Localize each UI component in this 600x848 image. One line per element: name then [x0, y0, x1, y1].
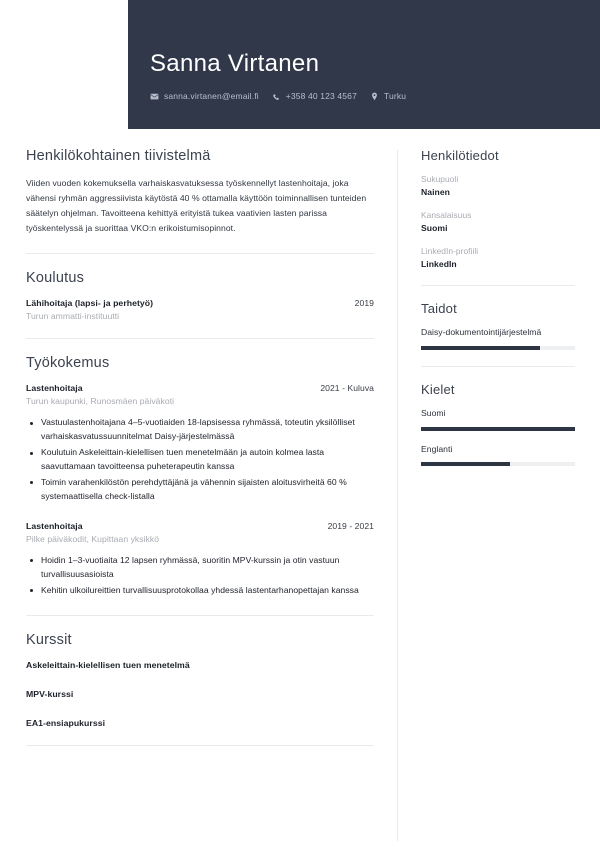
contact-location-text: Turku — [383, 91, 407, 101]
skill-item — [421, 326, 575, 349]
detail-linkedin — [421, 246, 575, 269]
spacer — [26, 506, 374, 521]
detail-label: Sukupuoli — [421, 173, 459, 184]
language-item — [421, 443, 575, 466]
detail-value: Suomi — [421, 222, 448, 233]
experience-employer: Pilke päiväkodit, Kupittaan yksikkö — [26, 533, 160, 544]
detail-value: Nainen — [421, 186, 450, 197]
education-date: 2019 — [354, 297, 374, 308]
entry-header — [26, 521, 374, 531]
section-languages — [421, 382, 575, 467]
list-item: Kehitin ulkoilureittien turvallisuusprotokollaa yhdessä lastentarhanopettajan kanssa — [41, 584, 374, 598]
section-personal-details — [421, 148, 575, 269]
summary-heading: Henkilökohtainen tiivistelmä — [26, 148, 211, 164]
list-item: Hoidin 1–3-vuotiaita 12 lapsen ryhmässä, suoritin MPV-kurssin ja otin vastuun turvallisuusasioista — [41, 554, 374, 582]
experience-date: 2021 - Kuluva — [320, 383, 374, 394]
skills-heading: Taidot — [421, 300, 457, 316]
language-label: Englanti — [421, 443, 453, 454]
envelope-icon — [150, 92, 159, 101]
section-summary — [26, 148, 374, 236]
experience-entry — [26, 383, 374, 504]
experience-title: Lastenhoitaja — [26, 383, 83, 394]
detail-nationality — [421, 210, 575, 233]
column-divider — [397, 150, 398, 841]
section-education — [26, 270, 374, 321]
divider — [26, 338, 374, 339]
summary-text: Viiden vuoden kokemuksella varhaiskasvatuksessa työskennellyt lastenhoitaja, joka vähensi ryhmän aggressiivista käytöstä 40 % ottamalla käyttöön toiminnallisen tunteiden säätelyn ohjelman. Tavoitteena kehittyä erityistä tukea vaativien lasten parissa työskentelyssä ja suorittaa VKO:n erikoistumisopinnot. — [26, 178, 367, 233]
sidebar-column — [421, 148, 575, 466]
main-column — [26, 148, 374, 762]
contact-row — [150, 91, 406, 101]
skill-level-fill — [421, 346, 540, 350]
skill-level-bar — [421, 346, 575, 350]
personal-details-heading: Henkilötiedot — [421, 148, 499, 163]
entry-header — [26, 298, 374, 308]
resume-body — [0, 129, 600, 848]
education-institution: Turun ammatti-instituutti — [26, 310, 120, 321]
divider — [421, 285, 575, 286]
language-item — [421, 407, 575, 430]
list-item: Toimin varahenkilöstön perehdyttäjänä ja vähennin sijaisten aloitusvirheitä 60 % systemaattisella check-listalla — [41, 476, 374, 504]
language-level-fill — [421, 427, 575, 431]
languages-heading: Kielet — [421, 381, 455, 397]
phone-icon — [272, 92, 281, 101]
section-experience — [26, 355, 374, 598]
candidate-name: Sanna Virtanen — [150, 50, 320, 77]
list-item: Koulutuin Askeleittain-kielellisen tuen menetelmään ja autoin kolmea lasta saavuttamaan tavoitteensa puheterapeutin kanssa — [41, 446, 374, 474]
section-courses — [26, 632, 374, 728]
course-item: MPV-kurssi — [26, 688, 74, 699]
contact-phone[interactable] — [272, 91, 357, 101]
experience-title: Lastenhoitaja — [26, 520, 83, 531]
contact-phone-text: +358 40 123 4567 — [285, 91, 357, 101]
location-pin-icon — [370, 92, 379, 101]
education-heading: Koulutus — [26, 269, 85, 286]
education-title: Lähihoitaja (lapsi- ja perhetyö) — [26, 297, 154, 308]
divider — [26, 745, 374, 746]
detail-label: Kansalaisuus — [421, 209, 472, 220]
detail-gender — [421, 174, 575, 197]
course-item: EA1-ensiapukurssi — [26, 717, 106, 728]
experience-bullets — [26, 416, 374, 504]
language-label: Suomi — [421, 408, 446, 419]
entry-header — [26, 383, 374, 393]
section-skills — [421, 301, 575, 350]
courses-heading: Kurssit — [26, 631, 72, 648]
experience-employer: Turun kaupunki, Runosmäen päiväkoti — [26, 396, 175, 407]
divider — [26, 253, 374, 254]
education-entry — [26, 298, 374, 321]
contact-location[interactable] — [370, 91, 406, 101]
experience-heading: Työkokemus — [26, 354, 110, 371]
course-item: Askeleittain-kielellisen tuen menetelmä — [26, 659, 190, 670]
skill-label: Daisy-dokumentointijärjestelmä — [421, 327, 542, 338]
divider — [26, 615, 374, 616]
language-level-bar — [421, 462, 575, 466]
detail-label: LinkedIn-profiili — [421, 245, 479, 256]
resume-header-banner — [128, 0, 600, 129]
list-item: Vastuulastenhoitajana 4–5-vuotiaiden 18-lapsisessa ryhmässä, toteutin yksilölliset varhaiskasvatussuunnitelmat Daisy-järjestelmässä — [41, 416, 374, 444]
divider — [421, 366, 575, 367]
detail-value[interactable]: LinkedIn — [421, 258, 457, 269]
experience-date: 2019 - 2021 — [327, 520, 374, 531]
experience-entry — [26, 521, 374, 598]
language-level-fill — [421, 462, 510, 466]
experience-bullets — [26, 554, 374, 598]
language-level-bar — [421, 427, 575, 431]
contact-email[interactable] — [150, 91, 259, 101]
contact-email-text: sanna.virtanen@email.fi — [164, 91, 259, 101]
